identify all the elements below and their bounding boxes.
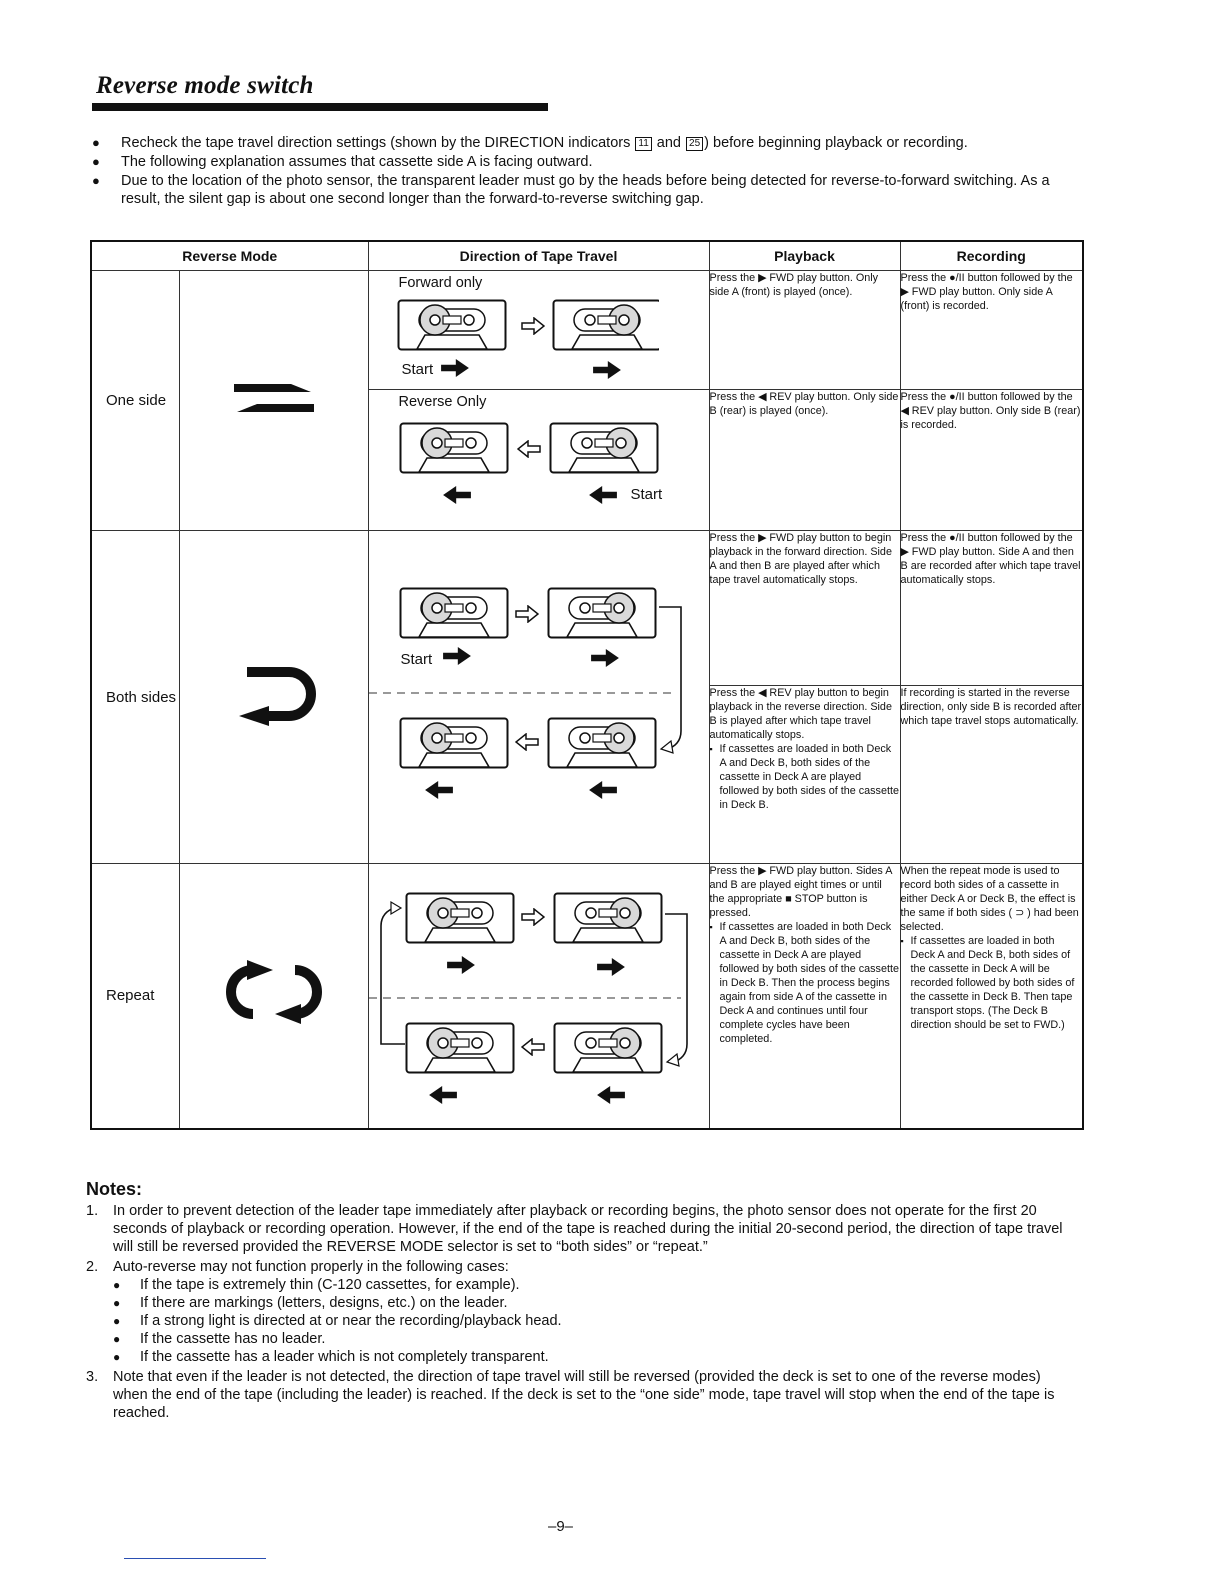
- fwd-only-recording: Press the ●/II button followed by the ▶ FWD play button. Only side A (front) is recorded.: [900, 271, 1083, 390]
- both-fwd-recording: Press the ●/II button followed by the ▶ FWD play button. Side A and then B are recorded after which tape travel automatically stops.: [900, 531, 1083, 686]
- header-direction: Direction of Tape Travel: [368, 241, 709, 271]
- indicator-number: 11: [635, 137, 651, 151]
- both-fwd-playback: Press the ▶ FWD play button to begin playback in the forward direction. Side A and then B are played after which tape travel automatically stops.: [709, 531, 900, 686]
- fwd-only-playback: Press the ▶ FWD play button. Only side A (front) is played (once).: [709, 271, 900, 390]
- repeat-recording: When the repeat mode is used to record both sides of a cassette in either Deck A or Deck B, the effect is the same if both sides ( ⊃ ) had been selected. ▪ If cassettes are loaded in both Deck A and Deck B, both sides of the cassette in Deck A will be recorded followed by both sides of the cassette in Deck B. Then tape transport stops. (The Deck B direction should be set to FWD.): [900, 864, 1083, 1129]
- title-underline: [92, 103, 548, 111]
- rev-only-recording: Press the ●/II button followed by the ◀ REV play button. Only side B (rear) is recorded.: [900, 390, 1083, 531]
- forward-only-label: Forward only: [398, 275, 483, 291]
- header-recording: Recording: [900, 241, 1083, 271]
- both-sides-icon: [179, 531, 368, 864]
- mode-one-side: One side: [91, 271, 179, 531]
- intro-item: ● Recheck the tape travel direction settings (shown by the DIRECTION indicators 11 and 25 ) before beginning playback or recording.: [92, 134, 1052, 152]
- intro-list: [92, 134, 1052, 209]
- page-number: –9–: [548, 1518, 574, 1535]
- note-2-item: ● If a strong light is directed at or near the recording/playback head.: [113, 1312, 1066, 1330]
- intro-item: ● Due to the location of the photo sensor, the transparent leader must go by the heads before being detected for reverse-to-forward switching. As a result, the silent gap is about one second longer than the forward-to-reverse switching gap.: [92, 172, 1052, 208]
- start-label: Start: [400, 651, 433, 668]
- reverse-only-diagram: [368, 390, 709, 531]
- both-rev-recording: If recording is started in the reverse direction, only side B is recorded after which tape travel stops automatically.: [900, 686, 1083, 864]
- note-item: ▪ If cassettes are loaded in both Deck A and Deck B, both sides of the cassette in Deck A are played followed by both sides of the cassette in Deck B.: [710, 742, 900, 812]
- mode-both-sides: Both sides: [91, 531, 179, 864]
- indicator-number: 25: [686, 137, 703, 151]
- note-3: 3. Note that even if the leader is not detected, the direction of tape travel will still be reversed (provided the deck is set to one of the reverse modes) when the end of the tape (including the leader) is reached. If the deck is set to the “one side” mode, tape travel will stop when the end of the tape is reached.: [86, 1369, 1055, 1421]
- repeat-icon: [179, 864, 368, 1129]
- header-playback: Playback: [709, 241, 900, 271]
- forward-only-diagram: [368, 271, 709, 390]
- notes-section: [86, 1180, 1066, 1424]
- note-1: 1. In order to prevent detection of the leader tape immediately after playback or recording begins, the photo sensor does not operate for the first 20 seconds of playback or recording operation. However, if the end of the tape is reached during the initial 20-second period, the direction of tape travel will still be reversed provided the REVERSE MODE selector is set to “both sides” or “repeat.”: [86, 1203, 1063, 1255]
- note-2-item: ● If the cassette has no leader.: [113, 1330, 1066, 1348]
- note-item: ▪ If cassettes are loaded in both Deck A and Deck B, both sides of the cassette in Deck A are played followed by both sides of the cassette in Deck B. Then the process begins again from side A of the cassette in Deck A and continues until four complete cycles have been completed.: [710, 920, 900, 1046]
- note-item: ▪ If cassettes are loaded in both Deck A and Deck B, both sides of the cassette in Deck A will be recorded followed by both sides of the cassette in Deck B. Then tape transport stops. (The Deck B direction should be set to FWD.): [901, 934, 1083, 1032]
- note-2-item: ● If there are markings (letters, designs, etc.) on the leader.: [113, 1294, 1066, 1312]
- repeat-diagram: [368, 864, 709, 1129]
- intro-item: ● The following explanation assumes that cassette side A is facing outward.: [92, 153, 1052, 171]
- one-side-icon: [179, 271, 368, 531]
- both-rev-playback: Press the ◀ REV play button to begin playback in the reverse direction. Side B is played after which tape travel automatically stops. ▪ If cassettes are loaded in both Deck A and Deck B, both sides of the cassette in Deck A are played followed by both sides of the cassette in Deck B.: [709, 686, 900, 864]
- rev-only-playback: Press the ◀ REV play button. Only side B (rear) is played (once).: [709, 390, 900, 531]
- reverse-mode-table: [90, 240, 1084, 1130]
- page-title: Reverse mode switch: [96, 72, 314, 99]
- both-sides-diagram: [368, 531, 709, 864]
- note-2: 2. Auto-reverse may not function properly in the following cases: ● If the tape is extremely thin (C-120 cassettes, for example). ● If there are markings (letters, designs, etc.) on the leader. ● If a strong light is directed at or near the recording/playback head. ● If the cassette has no leader. ● If the cassette has a leader which is not completely transparent.: [86, 1258, 1066, 1366]
- repeat-playback: Press the ▶ FWD play button. Sides A and B are played eight times or until the appropriate ■ STOP button is pressed. ▪ If cassettes are loaded in both Deck A and Deck B, both sides of the cassette in Deck A are played followed by both sides of the cassette in Deck B. Then the process begins again from side A of the cassette in Deck A and continues until four complete cycles have been completed.: [709, 864, 900, 1129]
- mode-repeat: Repeat: [91, 864, 179, 1129]
- reverse-only-label: Reverse Only: [398, 394, 487, 410]
- notes-heading: Notes:: [86, 1179, 143, 1199]
- footer-divider: [124, 1558, 266, 1559]
- start-label: Start: [630, 486, 663, 503]
- start-label: Start: [401, 361, 434, 378]
- note-2-item: ● If the tape is extremely thin (C-120 cassettes, for example).: [113, 1276, 1066, 1294]
- header-reverse-mode: Reverse Mode: [91, 241, 368, 271]
- note-2-item: ● If the cassette has a leader which is not completely transparent.: [113, 1348, 1066, 1366]
